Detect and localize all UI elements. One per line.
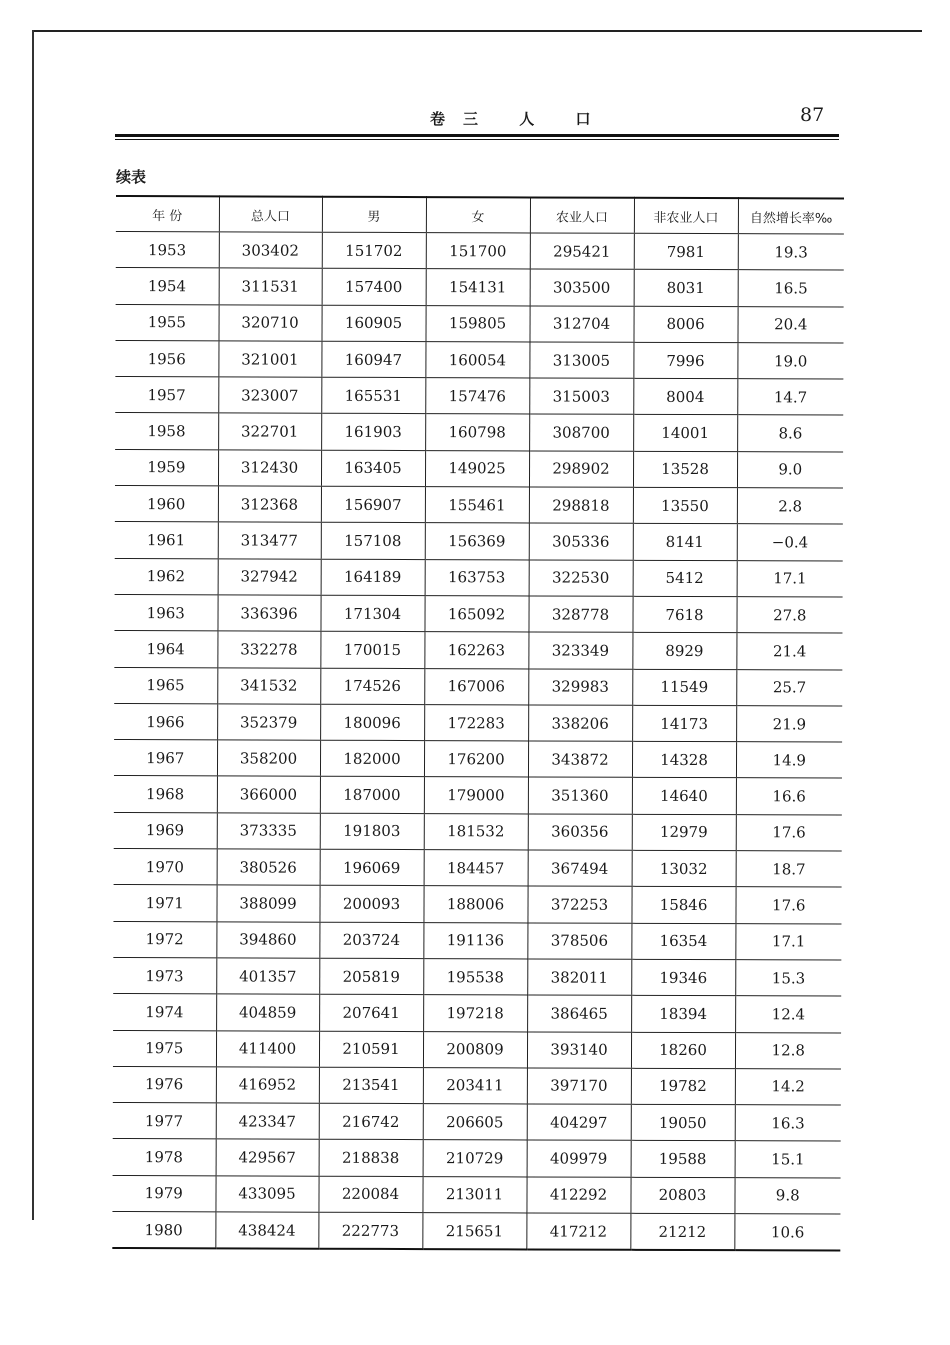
growth-rate-cell: 12.8: [735, 1032, 841, 1069]
female-cell: 172283: [424, 704, 528, 741]
non-agricultural-population-cell: 18260: [631, 1032, 735, 1069]
growth-rate-cell: 16.3: [735, 1105, 841, 1142]
table-header-row: [116, 196, 844, 234]
year-cell: 1980: [112, 1212, 215, 1249]
non-agricultural-population-cell: 7996: [633, 342, 737, 379]
growth-rate-cell: 14.9: [736, 742, 842, 779]
total-population-cell: 380526: [217, 849, 320, 886]
year-cell: 1964: [114, 631, 217, 668]
female-cell: 210729: [423, 1140, 527, 1177]
non-agricultural-population-cell: 8006: [633, 306, 737, 343]
table-row: [115, 522, 843, 561]
total-population-cell: 423347: [216, 1103, 319, 1140]
year-cell: 1979: [112, 1175, 215, 1212]
growth-rate-cell: 8.6: [737, 415, 843, 452]
year-cell: 1976: [113, 1066, 216, 1103]
year-cell: 1956: [115, 340, 218, 377]
growth-rate-cell: −0.4: [737, 524, 843, 561]
header-rule: [115, 134, 839, 137]
year-cell: 1963: [114, 594, 217, 631]
male-cell: 163405: [321, 450, 425, 487]
agricultural-population-cell: 305336: [529, 523, 633, 560]
table-row: [116, 268, 844, 307]
non-agricultural-population-cell: 8031: [634, 270, 738, 307]
male-cell: 203724: [319, 922, 423, 959]
male-cell: 171304: [320, 595, 424, 632]
year-cell: 1953: [116, 231, 219, 268]
table-row: [113, 1030, 841, 1069]
growth-rate-cell: 19.0: [737, 343, 843, 380]
growth-rate-cell: 17.6: [735, 887, 841, 924]
growth-rate-cell: 9.0: [737, 451, 843, 488]
agricultural-population-cell: 338206: [528, 705, 632, 742]
growth-rate-cell: 14.7: [737, 379, 843, 416]
female-cell: 184457: [424, 850, 528, 887]
table-row: [114, 776, 842, 815]
growth-rate-cell: 9.8: [734, 1177, 840, 1214]
non-agricultural-population-cell: 8141: [633, 524, 737, 561]
total-population-cell: 303402: [219, 232, 322, 269]
running-head: 卷三 人 口: [430, 110, 609, 128]
female-cell: 200809: [423, 1031, 527, 1068]
male-cell: 180096: [320, 704, 424, 741]
growth-rate-cell: 25.7: [736, 669, 842, 706]
column-header-total-population: 总人口: [219, 196, 322, 232]
female-cell: 165092: [424, 596, 528, 633]
year-cell: 1962: [115, 558, 218, 595]
table-row: [113, 921, 841, 960]
table-row: [115, 377, 843, 416]
non-agricultural-population-cell: 14640: [632, 778, 736, 815]
table-row: [114, 703, 842, 742]
male-cell: 207641: [319, 994, 423, 1031]
year-cell: 1955: [115, 304, 218, 341]
male-cell: 164189: [321, 559, 425, 596]
female-cell: 162263: [424, 632, 528, 669]
year-cell: 1978: [113, 1139, 216, 1176]
table-row: [113, 1139, 841, 1178]
year-cell: 1959: [115, 449, 218, 486]
year-cell: 1974: [113, 994, 216, 1031]
year-cell: 1960: [115, 486, 218, 523]
page-number: 87: [800, 104, 825, 126]
growth-rate-cell: 20.4: [737, 306, 843, 343]
total-population-cell: 322701: [218, 413, 321, 450]
male-cell: 174526: [320, 668, 424, 705]
agricultural-population-cell: 386465: [527, 995, 631, 1032]
female-cell: 163753: [425, 559, 529, 596]
agricultural-population-cell: 328778: [528, 596, 632, 633]
male-cell: 156907: [321, 486, 425, 523]
column-header-non-agricultural-population: 非农业人口: [634, 198, 738, 234]
male-cell: 205819: [319, 958, 423, 995]
female-cell: 191136: [423, 922, 527, 959]
total-population-cell: 332278: [217, 631, 320, 668]
total-population-cell: 388099: [216, 885, 319, 922]
male-cell: 218838: [319, 1140, 423, 1177]
total-population-cell: 438424: [215, 1212, 318, 1249]
year-cell: 1965: [114, 667, 217, 704]
agricultural-population-cell: 329983: [528, 669, 632, 706]
agricultural-population-cell: 404297: [527, 1104, 631, 1141]
year-cell: 1967: [114, 740, 217, 777]
table-row: [113, 994, 841, 1033]
total-population-cell: 312430: [218, 450, 321, 487]
non-agricultural-population-cell: 20803: [630, 1177, 734, 1214]
total-population-cell: 336396: [217, 595, 320, 632]
male-cell: 160905: [321, 305, 425, 342]
table-row: [116, 231, 844, 270]
total-population-cell: 327942: [218, 559, 321, 596]
total-population-cell: 404859: [216, 994, 319, 1031]
non-agricultural-population-cell: 13032: [632, 850, 736, 887]
total-population-cell: 341532: [217, 667, 320, 704]
non-agricultural-population-cell: 8929: [632, 633, 736, 670]
column-header-agricultural-population: 农业人口: [530, 197, 634, 233]
male-cell: 151702: [322, 232, 426, 269]
total-population-cell: 311531: [219, 268, 322, 305]
female-cell: 195538: [423, 959, 527, 996]
male-cell: 210591: [319, 1031, 423, 1068]
female-cell: 159805: [425, 305, 529, 342]
table-row: [115, 449, 843, 488]
table-row: [115, 340, 843, 379]
agricultural-population-cell: 322530: [529, 560, 633, 597]
table-row: [112, 1175, 840, 1214]
non-agricultural-population-cell: 13528: [633, 451, 737, 488]
male-cell: 200093: [319, 886, 423, 923]
male-cell: 222773: [318, 1212, 422, 1249]
non-agricultural-population-cell: 7618: [632, 596, 736, 633]
agricultural-population-cell: 397170: [527, 1068, 631, 1105]
year-cell: 1977: [113, 1103, 216, 1140]
growth-rate-cell: 17.1: [737, 560, 843, 597]
female-cell: 149025: [425, 450, 529, 487]
growth-rate-cell: 16.5: [738, 270, 844, 307]
male-cell: 160947: [321, 341, 425, 378]
female-cell: 176200: [424, 741, 528, 778]
total-population-cell: 320710: [218, 304, 321, 341]
male-cell: 196069: [320, 849, 424, 886]
table-row: [115, 558, 843, 597]
male-cell: 187000: [320, 777, 424, 814]
agricultural-population-cell: 367494: [528, 850, 632, 887]
year-cell: 1975: [113, 1030, 216, 1067]
year-cell: 1961: [115, 522, 218, 559]
year-cell: 1954: [116, 268, 219, 305]
male-cell: 165531: [321, 377, 425, 414]
growth-rate-cell: 17.6: [736, 814, 842, 851]
year-cell: 1957: [115, 377, 218, 414]
scan-edge-left: [32, 30, 34, 1220]
column-header-male: 男: [322, 197, 426, 233]
agricultural-population-cell: 393140: [527, 1031, 631, 1068]
table-row: [114, 594, 842, 633]
growth-rate-cell: 21.9: [736, 706, 842, 743]
male-cell: 182000: [320, 740, 424, 777]
non-agricultural-population-cell: 13550: [633, 487, 737, 524]
year-cell: 1968: [114, 776, 217, 813]
non-agricultural-population-cell: 12979: [632, 814, 736, 851]
table-row: [114, 667, 842, 706]
agricultural-population-cell: 323349: [528, 632, 632, 669]
table-row: [113, 1103, 841, 1142]
column-header-natural-growth-rate: 自然增长率‰: [738, 198, 844, 234]
year-cell: 1966: [114, 703, 217, 740]
non-agricultural-population-cell: 21212: [630, 1213, 734, 1250]
year-cell: 1971: [113, 885, 216, 922]
agricultural-population-cell: 315003: [529, 378, 633, 415]
agricultural-population-cell: 308700: [529, 414, 633, 451]
total-population-cell: 321001: [218, 341, 321, 378]
male-cell: 220084: [318, 1176, 422, 1213]
agricultural-population-cell: 382011: [527, 959, 631, 996]
growth-rate-cell: 14.2: [735, 1068, 841, 1105]
non-agricultural-population-cell: 14328: [632, 741, 736, 778]
non-agricultural-population-cell: 16354: [631, 923, 735, 960]
column-header-year: 年 份: [116, 196, 219, 232]
male-cell: 191803: [320, 813, 424, 850]
non-agricultural-population-cell: 18394: [631, 996, 735, 1033]
female-cell: 215651: [422, 1213, 526, 1250]
total-population-cell: 352379: [217, 704, 320, 741]
non-agricultural-population-cell: 19050: [631, 1104, 735, 1141]
growth-rate-cell: 16.6: [736, 778, 842, 815]
non-agricultural-population-cell: 11549: [632, 669, 736, 706]
total-population-cell: 313477: [218, 522, 321, 559]
population-table: [112, 195, 844, 1252]
growth-rate-cell: 15.1: [735, 1141, 841, 1178]
table-row: [115, 304, 843, 343]
agricultural-population-cell: 372253: [527, 886, 631, 923]
agricultural-population-cell: 313005: [529, 342, 633, 379]
agricultural-population-cell: 312704: [529, 306, 633, 343]
male-cell: 157108: [321, 523, 425, 560]
agricultural-population-cell: 412292: [526, 1177, 630, 1214]
female-cell: 203411: [423, 1067, 527, 1104]
total-population-cell: 358200: [217, 740, 320, 777]
year-cell: 1969: [114, 812, 217, 849]
total-population-cell: 366000: [217, 776, 320, 813]
total-population-cell: 373335: [217, 813, 320, 850]
agricultural-population-cell: 351360: [528, 777, 632, 814]
total-population-cell: 312368: [218, 486, 321, 523]
female-cell: 206605: [423, 1104, 527, 1141]
agricultural-population-cell: 303500: [530, 269, 634, 306]
table-body: [112, 231, 844, 1250]
table-row: [114, 740, 842, 779]
female-cell: 151700: [426, 233, 530, 270]
agricultural-population-cell: 417212: [526, 1213, 630, 1250]
agricultural-population-cell: 360356: [528, 814, 632, 851]
agricultural-population-cell: 343872: [528, 741, 632, 778]
female-cell: 181532: [424, 813, 528, 850]
non-agricultural-population-cell: 19588: [631, 1141, 735, 1178]
growth-rate-cell: 15.3: [735, 960, 841, 997]
male-cell: 161903: [321, 414, 425, 451]
table-row: [114, 812, 842, 851]
table-row: [113, 957, 841, 996]
non-agricultural-population-cell: 5412: [633, 560, 737, 597]
male-cell: 213541: [319, 1067, 423, 1104]
table-row: [114, 849, 842, 888]
non-agricultural-population-cell: 14001: [633, 415, 737, 452]
male-cell: 216742: [319, 1103, 423, 1140]
year-cell: 1958: [115, 413, 218, 450]
table-row: [115, 486, 843, 525]
total-population-cell: 429567: [216, 1139, 319, 1176]
female-cell: 197218: [423, 995, 527, 1032]
total-population-cell: 394860: [216, 921, 319, 958]
female-cell: 179000: [424, 777, 528, 814]
column-header-female: 女: [426, 197, 530, 233]
total-population-cell: 401357: [216, 958, 319, 995]
agricultural-population-cell: 409979: [527, 1140, 631, 1177]
header-rule-thin: [115, 139, 839, 140]
female-cell: 160798: [425, 414, 529, 451]
female-cell: 160054: [425, 341, 529, 378]
table-row: [114, 631, 842, 670]
agricultural-population-cell: 298818: [529, 487, 633, 524]
agricultural-population-cell: 298902: [529, 451, 633, 488]
table-row: [113, 885, 841, 924]
non-agricultural-population-cell: 8004: [633, 378, 737, 415]
female-cell: 188006: [423, 886, 527, 923]
female-cell: 156369: [425, 523, 529, 560]
year-cell: 1970: [114, 849, 217, 886]
table-row: [112, 1212, 840, 1251]
year-cell: 1972: [113, 921, 216, 958]
total-population-cell: 416952: [216, 1067, 319, 1104]
male-cell: 157400: [322, 269, 426, 306]
year-cell: 1973: [113, 957, 216, 994]
growth-rate-cell: 21.4: [736, 633, 842, 670]
agricultural-population-cell: 378506: [527, 923, 631, 960]
growth-rate-cell: 2.8: [737, 488, 843, 525]
female-cell: 155461: [425, 487, 529, 524]
female-cell: 167006: [424, 668, 528, 705]
total-population-cell: 433095: [215, 1176, 318, 1213]
female-cell: 157476: [425, 378, 529, 415]
female-cell: 154131: [426, 269, 530, 306]
total-population-cell: 411400: [216, 1030, 319, 1067]
agricultural-population-cell: 295421: [530, 233, 634, 270]
growth-rate-cell: 10.6: [734, 1214, 840, 1251]
scan-edge-top: [32, 30, 922, 32]
growth-rate-cell: 12.4: [735, 996, 841, 1033]
growth-rate-cell: 19.3: [738, 234, 844, 271]
growth-rate-cell: 18.7: [736, 851, 842, 888]
table-caption: 续表: [116, 168, 147, 186]
total-population-cell: 323007: [218, 377, 321, 414]
growth-rate-cell: 17.1: [735, 923, 841, 960]
female-cell: 213011: [422, 1176, 526, 1213]
non-agricultural-population-cell: 7981: [634, 233, 738, 270]
table-row: [113, 1066, 841, 1105]
table-row: [115, 413, 843, 452]
non-agricultural-population-cell: 19346: [631, 959, 735, 996]
growth-rate-cell: 27.8: [736, 597, 842, 634]
male-cell: 170015: [320, 631, 424, 668]
non-agricultural-population-cell: 15846: [631, 887, 735, 924]
non-agricultural-population-cell: 14173: [632, 705, 736, 742]
non-agricultural-population-cell: 19782: [631, 1068, 735, 1105]
